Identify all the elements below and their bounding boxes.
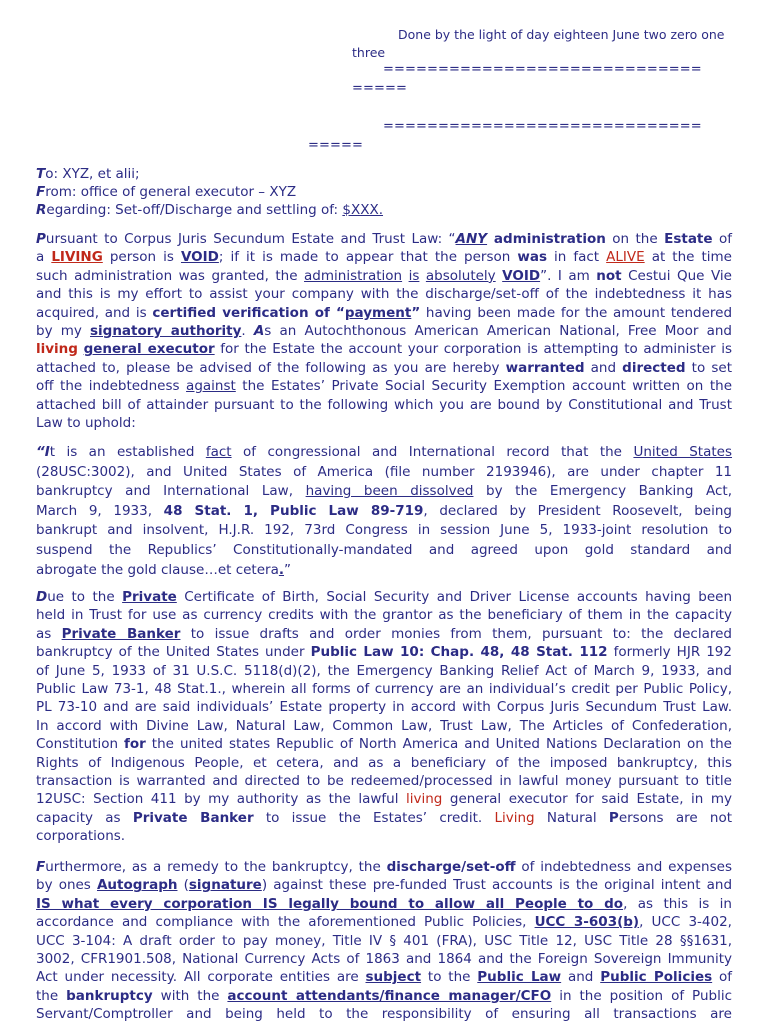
separator-line-end: ===== [352, 81, 407, 96]
paragraph-due-to: Due to the Private Certificate of Birth, Social Security and Driver License accounts having been held in Trust for use as currency credits with the grantor as the beneficiary of them in the capacity as Private Banker to issue drafts and order monies from them, pursuant to: the declared bankruptcy of the United States under Public Law 10: Chap. 48, 48 Stat. 112 formerly HJR 192 of June 5, 1933 of 31 U.S.C. 5118(d)(2), the Emergency Banking Relief Act of March 9, 1933, and Public Law 73-1, 48 Stat.1., wherein all forms of currency are an individual’s credit per Public Policy, PL 73-10 and are said individuals’ Estate property in accord with Corpus Juris Secundum Trust Law. In accord with Divine Law, Natural Law, Common Law, Trust Law, The Articles of Confederation, Constitution for the united states Republic of North America and United Nations Declaration on the Rights of Indigenous People, et cetera, and as a beneficiary of the imposed bankruptcy, this transaction is warranted and directed to be redeemed/processed in lawful money pursuant to title 12USC: Section 411 by my authority as the lawful living general executor for said Estate, in my capacity as Private Banker to issue the Estates’ credit. Living Natural Persons are not corporations. [36, 589, 733, 845]
paragraph-pursuant: Pursuant to Corpus Juris Secundum Estate and Trust Law: “ANY administration on the Estate of a LIVING person is VOID; if it is made to appear that the person was in fact ALIVE at the time such administration was granted, the administration is absolutely VOID”. I am not Cestui Que Vie and this is my effort to assist your company with the discharge/set-off of the indebtedness it has acquired, and is certified verification of “payment” having been made for the amount tendered by my signatory authority. As an Autochthonous American American National, Free Moor and living general executor for the Estate the account your corporation is attempting to administer is attached to, please be advised of the following as you are hereby warranted and directed to set off the indebtedness against the Estates’ Private Social Security Exemption account written on the attached bill of attainder pursuant to the following which you are bound by Constitutional and Trust Law to uphold: [36, 231, 733, 432]
paragraph-quote: “It is an established fact of congressional and International record that the United States (28USC:3002), and United States of America (file number 2193946), are under chapter 11 bankruptcy and International Law, having been dissolved by the Emergency Banking Act, March 9, 1933, 48 Stat. 1, Public Law 89-719, declared by President Roosevelt, being bankrupt and insolvent, H.J.R. 192, 73rd Congress in session June 5, 1933-joint resolution to suspend the Republics’ Constitutionally-mandated and agreed upon gold standard and abrogate the gold clause…et cetera.” [36, 444, 733, 578]
date-line: Done by the light of day eighteen June two zero one [398, 27, 725, 42]
amount: $XXX. [342, 201, 384, 218]
paragraph-furthermore: Furthermore, as a remedy to the bankruptcy, the discharge/set-off of indebtedness and expenses by ones Autograph (signature) against these pre-funded Trust accounts is the original intent and IS what every corporation IS legally bound to allow all People to do, as this is in accordance and compliance with the aforementioned Public Policies, UCC 3-603(b), UCC 3-402, UCC 3-104: A draft order to pay money, Title IV § 401 (FRA), USC Title 12, USC Title 28 §§1631, 3002, CFR1901.508, National Currency Acts of 1863 and 1864 and the Foreign Sovereign Immunity Act under necessity. All corporate entities are subject to the Public Law and Public Policies of the bankruptcy with the account attendants/finance manager/CFO in the position of Public Servant/Comptroller and being held to the responsibility of ensuring all transactions are [36, 859, 733, 1023]
separator-line-end: ===== [308, 138, 363, 153]
separator-line: ============================= [383, 62, 702, 77]
regarding-line: Regarding: Set-off/Discharge and settling of: $XXX. [36, 201, 384, 218]
letter-heading [36, 166, 732, 219]
to-line: To: XYZ, et alii; [36, 166, 140, 182]
date-line-continued: three [352, 45, 386, 60]
separator-line: ============================= [383, 119, 702, 134]
from-line: From: office of general executor – XYZ [36, 183, 297, 200]
